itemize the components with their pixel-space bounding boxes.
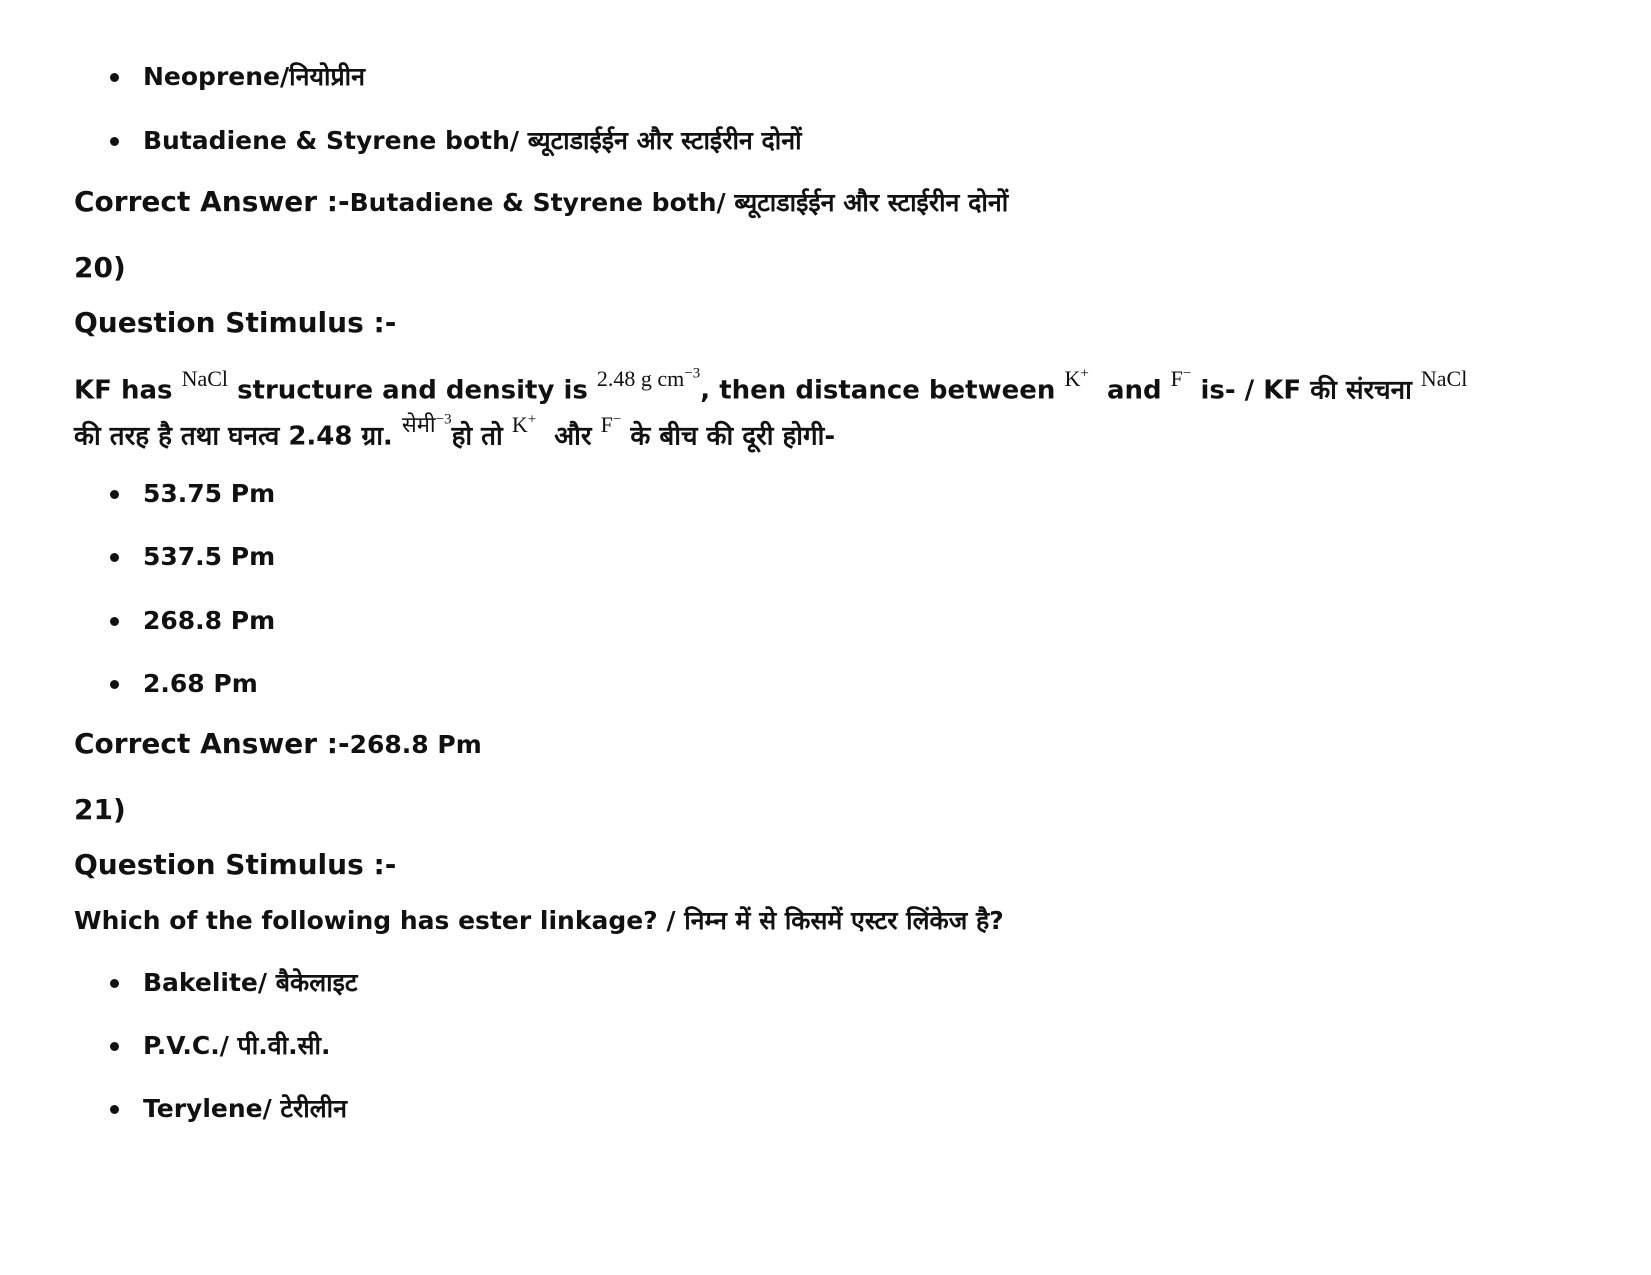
math-formula: F− [1170,366,1192,392]
stimulus-text: is- / KF की संरचना [1200,375,1412,406]
bullet-icon [110,553,119,562]
stimulus-text: हो तो [451,421,503,452]
math-formula: F− [600,412,622,438]
answer-value: Butadiene & Styrene both/ ब्यूटाडाईईन और स्टाईरीन दोनों [349,188,1009,217]
option-text: Bakelite/ बैकेलाइट [143,968,358,997]
answer-label: Correct Answer :- [74,727,350,760]
q21-stimulus-label: Question Stimulus :- [74,848,397,881]
math-formula: K+ [1064,366,1089,392]
math-formula: NaCl [1420,366,1468,392]
stimulus-text: and [1106,375,1162,406]
bullet-icon [110,73,119,82]
answer-value: 268.8 Pm [349,730,482,759]
q21-number: 21) [74,793,126,826]
option-text: 537.5 Pm [143,542,276,571]
bullet-icon [110,680,119,689]
option-text: P.V.C./ पी.वी.सी. [143,1031,331,1060]
q20-number: 20) [74,251,126,284]
q20-stimulus-line-2 [74,414,835,455]
option-text: Terylene/ टेरीलीन [143,1094,348,1123]
bullet-icon [110,979,119,988]
stimulus-text: structure and density is [237,375,588,406]
math-formula: 2.48 g cm−3 [596,366,701,392]
math-formula: NaCl [181,366,229,392]
q20-correct-answer [74,726,482,763]
option-text: 53.75 Pm [143,479,276,508]
bullet-icon [110,1105,119,1114]
bullet-icon [110,490,119,499]
option-text: 268.8 Pm [143,606,276,635]
math-formula: सेमी−3 [401,412,452,438]
option-text: Neoprene/नियोप्रीन [143,62,366,91]
answer-label: Correct Answer :- [74,185,350,218]
stimulus-text: और [554,421,592,452]
bullet-icon [110,137,119,146]
q20-stimulus-line-1 [74,368,1467,409]
stimulus-text: के बीच की दूरी होगी- [630,421,836,452]
stimulus-text: , then distance between [700,375,1056,406]
math-formula: K+ [511,412,537,438]
q19-correct-answer [74,184,1008,221]
stimulus-text: की तरह है तथा घनत्व 2.48 ग्रा. [74,421,393,452]
q21-stimulus: Which of the following has ester linkage? / निम्न में से किसमें एस्टर लिंकेज है? [74,906,1004,935]
bullet-icon [110,617,119,626]
bullet-icon [110,1042,119,1051]
option-text: 2.68 Pm [143,669,258,698]
stimulus-text: KF has [74,375,173,406]
q20-stimulus-label: Question Stimulus :- [74,306,397,339]
option-text: Butadiene & Styrene both/ ब्यूटाडाईईन और स्टाईरीन दोनों [143,126,802,155]
